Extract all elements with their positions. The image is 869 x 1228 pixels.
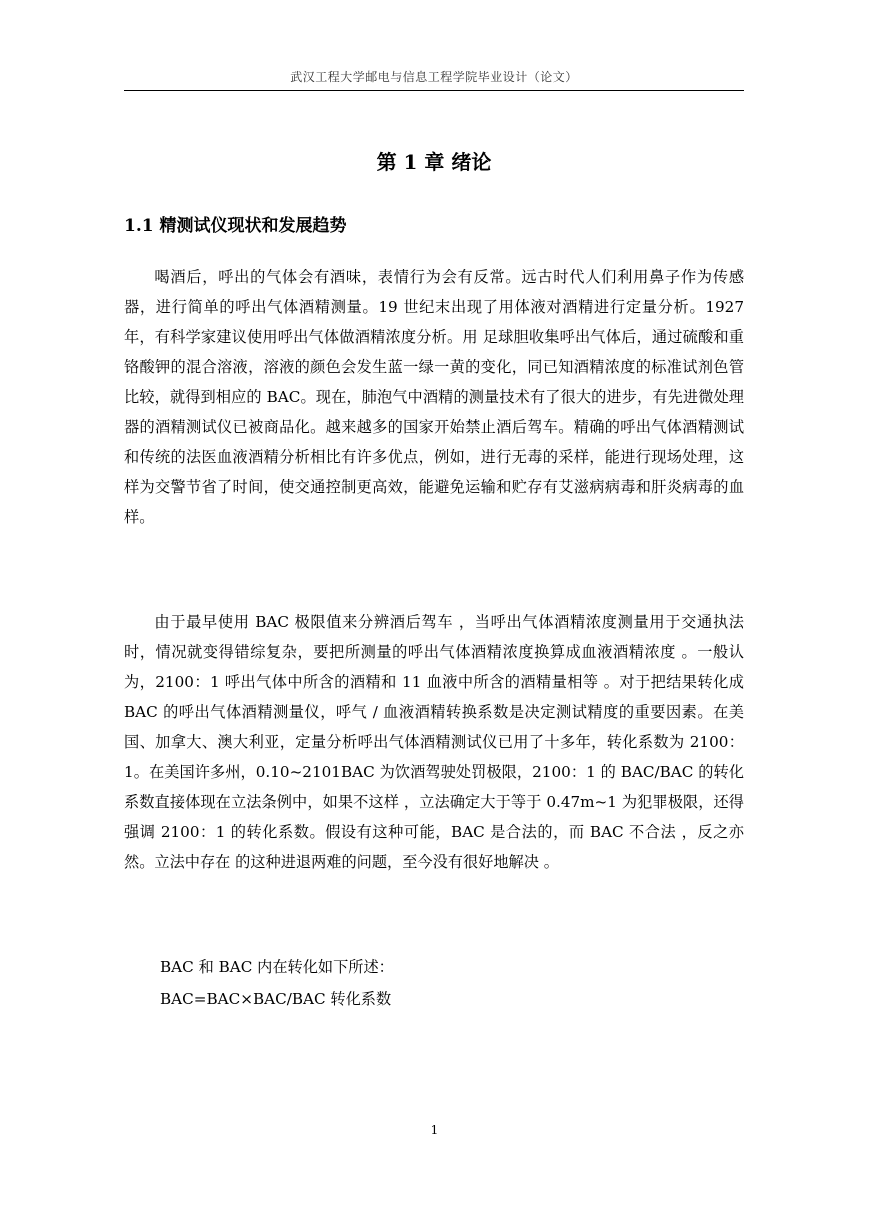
paragraph-text: 由于最早使用 BAC 极限值来分辨酒后驾车 ，当呼出气体酒精浓度测量用于交通执法时，情况就变得错综复杂，要把所测量的呼出气体酒精浓度换算成血液酒精浓度 。一般认为，2100：1 呼出气体中所含的酒精和 11 血液中所含的酒精量相等 。对于把结果转化成 BAC 的呼出气体酒精测量仪，呼气 / 血液酒精转换系数是决定测试精度的重要因素。在美国、加拿大、澳大利亚，定量分析呼出气体酒精测试仪已用了十多年，转化系数为 2100：1。在美国许多州，0.10~2101BAC 为饮酒驾驶处罚极限，2100：1 的 BAC/BAC 的转化系数直接体现在立法条例中，如果不这样 ，立法确定大于等于 0.47m~1 为犯罪极限，还得强调 2100：1 的转化系数。假设有这种可能，BAC 是合法的，而 BAC 不合法 ，反之亦然。立法中存在 的这种进退两难的问题，至今没有很好地解决 。 [124,613,744,871]
header-rule [124,90,744,91]
chapter-title: 第 1 章 绪论 [376,150,492,174]
body-paragraph-1 [124,262,744,532]
page-header: 武汉工程大学邮电与信息工程学院毕业设计（论文） [290,70,578,84]
page-number: 1 [430,1123,439,1137]
conversion-intro-line: BAC 和 BAC 内在转化如下所述： [160,958,394,976]
body-paragraph-2 [124,607,744,877]
paragraph-text: 喝酒后，呼出的气体会有酒味，表情行为会有反常。远古时代人们利用鼻子作为传感器，进行简单的呼出气体酒精测量。19 世纪末出现了用体液对酒精进行定量分析。1927 年，有科学家建议使用呼出气体做酒精浓度分析。用 足球胆收集呼出气体后，通过硫酸和重铬酸钾的混合溶液，溶液的颜色会发生蓝一绿一黄的变化，同已知酒精浓度的标准试剂色管比较，就得到相应的 BAC。现在，肺泡气中酒精的测量技术有了很大的进步，有先进微处理器的酒精测试仪已被商品化。越来越多的国家开始禁止酒后驾车。精确的呼出气体酒精测试和传统的法医血液酒精分析相比有许多优点，例如，进行无毒的采样，能进行现场处理，这样为交警节省了时间，使交通控制更高效，能避免运输和贮存有艾滋病病毒和肝炎病毒的血样。 [124,268,744,526]
section-heading: 1.1 精测试仪现状和发展趋势 [124,216,347,236]
conversion-formula-line: BAC=BAC×BAC/BAC 转化系数 [160,990,392,1008]
